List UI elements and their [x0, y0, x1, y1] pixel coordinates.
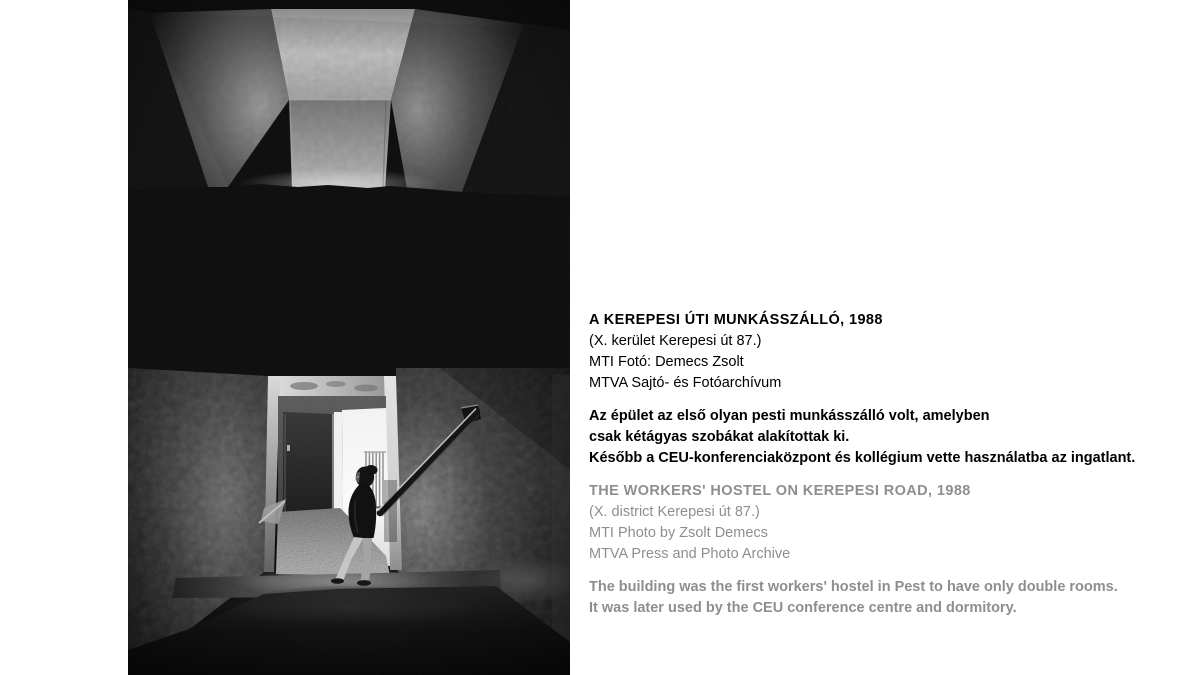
- caption-en-paragraph: [589, 577, 1135, 619]
- caption-hu-address: (X. kerület Kerepesi út 87.): [589, 333, 762, 349]
- caption-hu-paragraph-line: csak kétágyas szobákat alakítottak ki.: [589, 429, 850, 445]
- caption-hu-archive: MTVA Sajtó- és Fotóarchívum: [589, 375, 782, 391]
- caption-hu-paragraph-line: Az épület az első olyan pesti munkásszálló volt, amelyben: [589, 408, 990, 424]
- caption-hu-title: A KEREPESI ÚTI MUNKÁSSZÁLLÓ, 1988: [589, 312, 883, 328]
- caption-en-address: (X. district Kerepesi út 87.): [589, 504, 760, 520]
- caption-hu-credit: MTI Fotó: Demecs Zsolt: [589, 354, 744, 370]
- caption-en-credits: [589, 481, 1135, 565]
- caption-en-archive: MTVA Press and Photo Archive: [589, 546, 791, 562]
- caption-panel: [589, 310, 1135, 631]
- caption-en-paragraph-line: It was later used by the CEU conference centre and dormitory.: [589, 600, 1017, 616]
- caption-en-paragraph-line: The building was the first workers' hostel in Pest to have only double rooms.: [589, 579, 1118, 595]
- caption-hu-paragraph-line: Később a CEU-konferenciaközpont és kollégium vette használatba az ingatlant.: [589, 450, 1136, 466]
- bw-photo-stairwell: [128, 0, 570, 675]
- photo-illustration: [128, 0, 570, 675]
- caption-en-title: THE WORKERS' HOSTEL ON KEREPESI ROAD, 1988: [589, 483, 971, 499]
- caption-hu-paragraph: [589, 406, 1135, 469]
- caption-hu-credits: [589, 310, 1135, 394]
- caption-en-credit: MTI Photo by Zsolt Demecs: [589, 525, 768, 541]
